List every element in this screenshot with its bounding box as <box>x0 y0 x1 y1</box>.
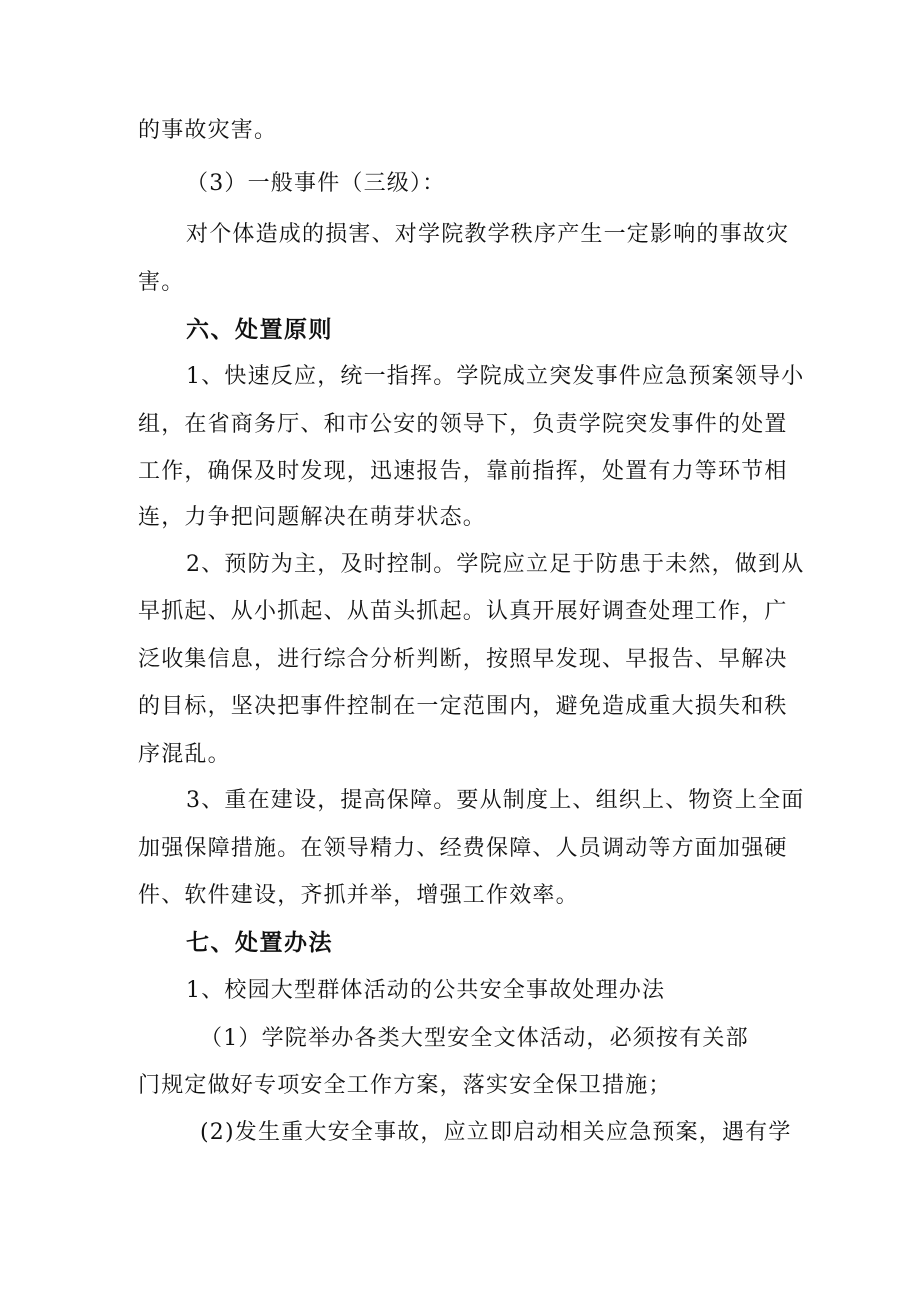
paragraph-line-8: 工作，确保及时发现，迅速报告，靠前指挥，处置有力等环节相 <box>138 459 788 484</box>
paragraph-line-17: 件、软件建设，齐抓并举，增强工作效率。 <box>138 883 579 908</box>
paragraph-line-7: 组，在省商务厅、和市公安的领导下，负责学院突发事件的处置 <box>138 412 788 437</box>
paragraph-line-11: 早抓起、从小抓起、从苗头抓起。认真开展好调查处理工作，广 <box>138 599 788 624</box>
subheading-general-event: （3）一般事件（三级）： <box>186 171 446 196</box>
paragraph-line-15: 3、重在建设，提高保障。要从制度上、组织上、物资上全面 <box>186 788 805 813</box>
paragraph-line-12: 泛收集信息，进行综合分析判断，按照早发现、早报告、早解决 <box>138 647 788 672</box>
section-heading-methods: 七、处置办法 <box>186 930 333 956</box>
section-heading-principles: 六、处置原则 <box>186 317 333 343</box>
paragraph-line-4: 害。 <box>138 270 185 295</box>
paragraph-line-16: 加强保障措施。在领导精力、经费保障、人员调动等方面加强硬 <box>138 836 788 861</box>
paragraph-line-9: 连，力争把问题解决在萌芽状态。 <box>138 505 487 530</box>
paragraph-line-19: 1、校园大型群体活动的公共安全事故处理办法 <box>186 978 666 1003</box>
paragraph-line-1: 的事故灾害。 <box>138 118 278 143</box>
paragraph-line-21: 门规定做好专项安全工作方案，落实安全保卫措施； <box>138 1073 672 1098</box>
paragraph-line-3: 对个体造成的损害、对学院教学秩序产生一定影响的事故灾 <box>186 222 790 247</box>
paragraph-line-20: （1）学院举办各类大型安全文体活动，必须按有关部 <box>200 1026 749 1051</box>
paragraph-line-22: (2)发生重大安全事故，应立即启动相关应急预案，遇有学 <box>200 1120 792 1145</box>
paragraph-line-10: 2、预防为主，及时控制。学院应立足于防患于未然，做到从 <box>186 552 805 577</box>
paragraph-line-14: 序混乱。 <box>138 742 231 767</box>
paragraph-line-13: 的目标，坚决把事件控制在一定范围内，避免造成重大损失和秩 <box>138 694 788 719</box>
paragraph-line-6: 1、快速反应，统一指挥。学院成立突发事件应急预案领导小 <box>186 364 805 389</box>
